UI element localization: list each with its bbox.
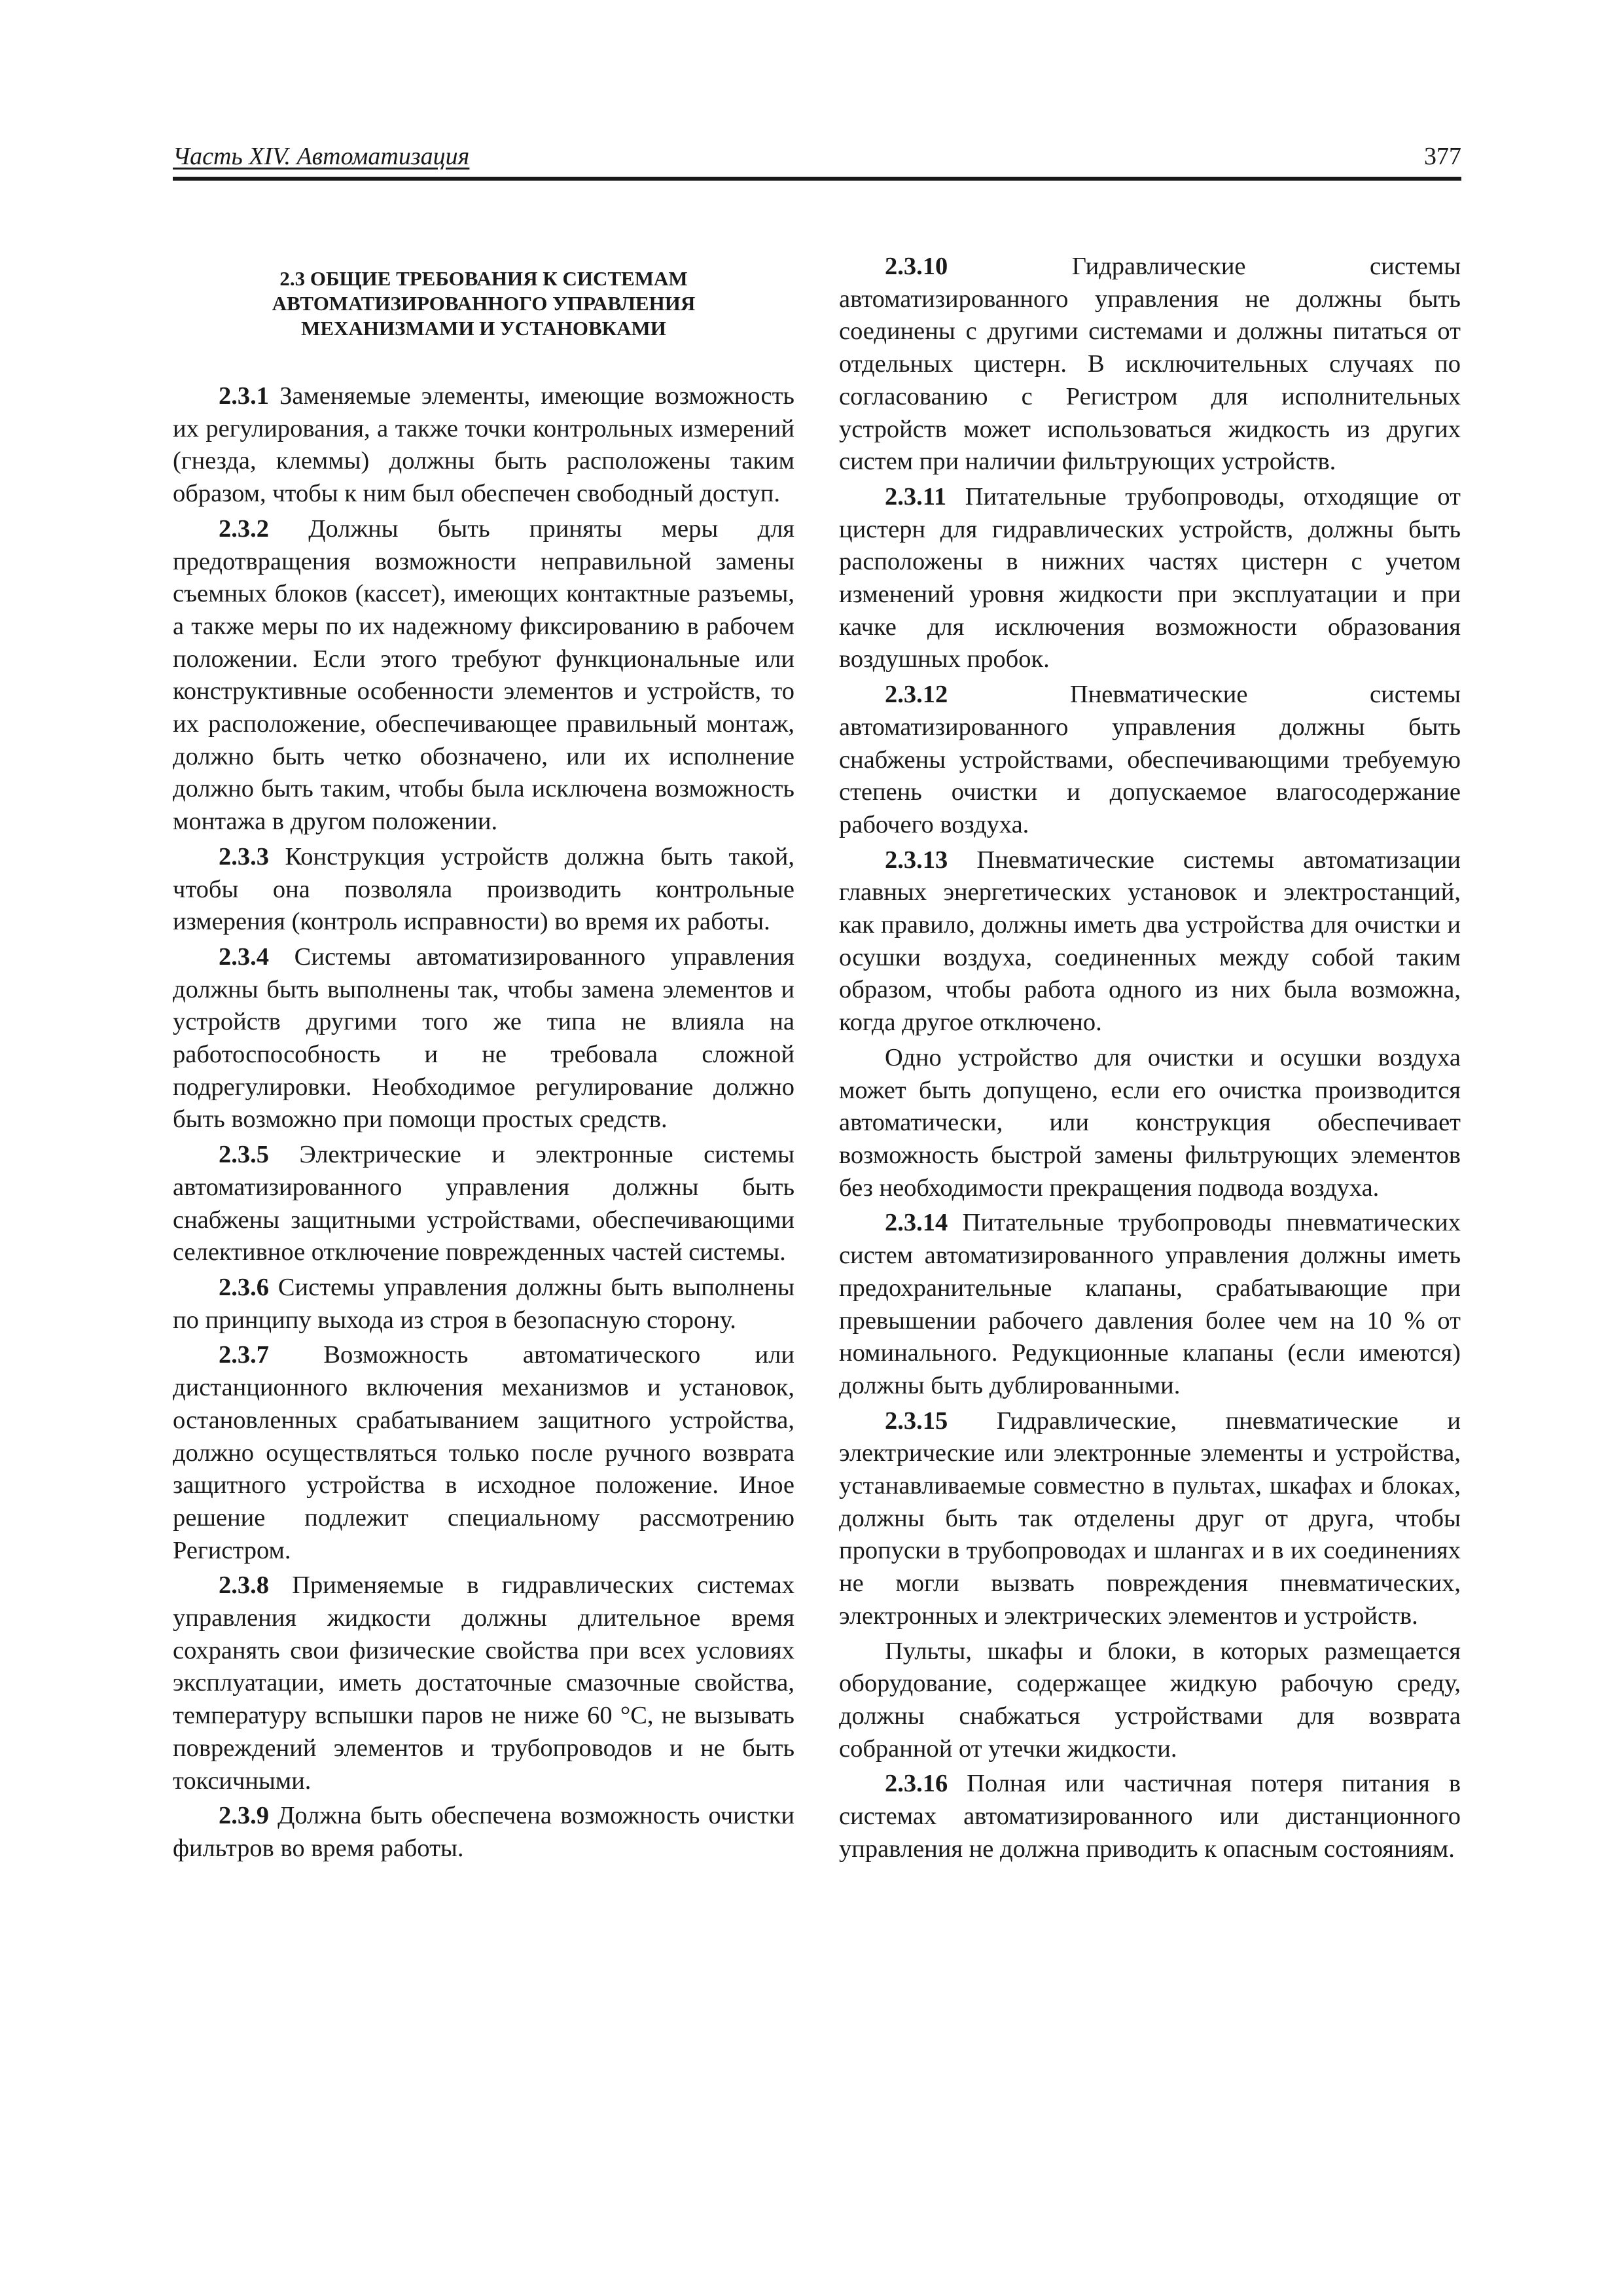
running-header [173, 140, 1461, 181]
header-title: Часть XIV. Автоматизация [173, 143, 470, 170]
clause-text: Полная или частичная потеря питания в системах автоматизированного или дистанционного управления не должна приводить к опасным состояниям. [839, 1770, 1461, 1863]
clause-text: Системы управления должны быть выполнены по принципу выхода из строя в безопасную сторону. [173, 1273, 794, 1334]
clause-text: Заменяемые элементы, имеющие возможность их регулирования, а также точки контрольных измерений (гнезда, клеммы) должны быть расположены таким образом, чтобы к ним был обеспечен свободный доступ. [173, 382, 794, 508]
clause-text: Должна быть обеспечена возможность очистки фильтров во время работы. [173, 1802, 794, 1862]
clause-number: 2.3.8 [219, 1571, 269, 1600]
clause-number: 2.3.16 [885, 1770, 948, 1798]
paragraph-2-3-12 [839, 679, 1461, 842]
paragraph-2-3-15-cont [839, 1636, 1461, 1766]
clause-text: Пневматические системы автоматизированного управления должны быть снабжены устройствами, обеспечивающими требуемую степень очистки и допускаемое влагосодержание рабочего воздуха. [839, 681, 1461, 838]
paragraph-2-3-3 [173, 841, 794, 939]
paragraph-2-3-16 [839, 1768, 1461, 1865]
paragraph-2-3-5 [173, 1139, 794, 1269]
paragraph-2-3-10 [839, 251, 1461, 478]
clause-text: Применяемые в гидравлических системах управления жидкости должны длительное время сохранять свои физические свойства при всех условиях эксплуатации, иметь достаточные смазочные свойства, температуру вспышки паров не ниже 60 °C, не вызывать повреждений элементов и трубопроводов и не быть токсичными. [173, 1571, 794, 1795]
paragraph-2-3-13 [839, 844, 1461, 1039]
clause-number: 2.3.11 [885, 482, 947, 511]
paragraph-2-3-2 [173, 513, 794, 838]
paragraph-2-3-8 [173, 1570, 794, 1797]
paragraph-2-3-9 [173, 1800, 794, 1865]
header-rule [173, 177, 1461, 181]
clause-text: Питательные трубопроводы, отходящие от цистерн для гидравлических устройств, должны быть расположены в нижних частях цистерн с учетом изменений уровня жидкости при эксплуатации и при качке для исключения возможности образования воздушных пробок. [839, 482, 1461, 673]
paragraph-2-3-11 [839, 481, 1461, 676]
clause-text: Одно устройство для очистки и осушки воздуха может быть допущено, если его очистка производится автоматически, или конструкция обеспечивает возможность быстрой замены фильтрующих элементов без необходимости прекращения подвода воздуха. [839, 1043, 1461, 1202]
clause-text: Системы автоматизированного управления должны быть выполнены так, чтобы замена элементов и устройств другими того же типа не влияла на работоспособность и не требовала сложной подрегулировки. Необходимое регулирование должно быть возможно при помощи простых средств. [173, 942, 794, 1134]
clause-number: 2.3.3 [219, 842, 269, 870]
clause-number: 2.3.6 [219, 1273, 269, 1301]
clause-number: 2.3.9 [219, 1802, 269, 1830]
paragraph-2-3-4 [173, 941, 794, 1136]
left-column [173, 251, 794, 1868]
paragraph-2-3-1 [173, 380, 794, 511]
paragraph-2-3-6 [173, 1272, 794, 1336]
clause-number: 2.3.10 [885, 253, 948, 280]
clause-number: 2.3.14 [885, 1209, 948, 1237]
paragraph-2-3-14 [839, 1207, 1461, 1402]
clause-text: Электрические и электронные системы автоматизированного управления должны быть снабжены защитными устройствами, обеспечивающими селективное отключение поврежденных частей системы. [173, 1141, 794, 1266]
clause-text: Конструкция устройств должна быть такой, чтобы она позволяла производить контрольные измерения (контроль исправности) во время их работы. [173, 842, 794, 936]
clause-text: Пневматические системы автоматизации главных энергетических установок и электростанций, как правило, должны иметь два устройства для очистки и осушки воздуха, соединенных между собой таким образом, чтобы работа одного из них была возможна, когда другое отключено. [839, 846, 1461, 1037]
clause-number: 2.3.7 [219, 1341, 269, 1369]
clause-number: 2.3.15 [885, 1407, 948, 1435]
clause-text: Питательные трубопроводы пневматических систем автоматизированного управления должны иметь предохранительные клапаны, срабатывающие при превышении рабочего давления более чем на 10 % от номинального. Редукционные клапаны (если имеются) должны быть дублированными. [839, 1209, 1461, 1399]
paragraph-2-3-7 [173, 1339, 794, 1567]
clause-number: 2.3.2 [219, 514, 269, 543]
paragraph-2-3-15 [839, 1405, 1461, 1633]
clause-number: 2.3.4 [219, 942, 269, 971]
clause-number: 2.3.12 [885, 681, 948, 709]
clause-text: Гидравлические, пневматические и электрические или электронные элементы и устройства, устанавливаемые совместно в пультах, шкафах и блоках, должны быть так отделены друг от друга, чтобы пропуски в трубопроводах и шлангах и в их соединениях не могли вызвать повреждения пневматических, электронных и электрических элементов и устройств. [839, 1407, 1461, 1630]
clause-text: Возможность автоматического или дистанционного включения механизмов и установок, остановленных срабатыванием защитного устройства, должно осуществляться только после ручного возврата защитного устройства в исходное положение. Иное решение подлежит специальному рассмотрению Регистром. [173, 1341, 794, 1564]
clause-text: Пульты, шкафы и блоки, в которых размещается оборудование, содержащее жидкую рабочую среду, должны снабжаться устройствами для возврата собранной от утечки жидкости. [839, 1637, 1461, 1763]
clause-number: 2.3.5 [219, 1141, 269, 1169]
clause-text: Гидравлические системы автоматизированного управления не должны быть соединены с другими системами и должны питаться от отдельных цистерн. В исключительных случаях по согласованию с Регистром для исполнительных устройств может использоваться жидкость из других систем при наличии фильтрующих устройств. [839, 253, 1461, 476]
clause-number: 2.3.13 [885, 846, 948, 874]
page-number: 377 [1424, 143, 1461, 170]
right-column [839, 251, 1461, 1868]
clause-text: Должны быть приняты меры для предотвращения возможности неправильной замены съемных блоков (кассет), имеющих контактные разъемы, а также меры по их надежному фиксированию в рабочем положении. Если этого требуют функциональные или конструктивные особенности элементов и устройств, то их расположение, обеспечивающее правильный монтаж, должно быть четко обозначено, или их исполнение должно быть таким, чтобы была исключена возможность монтажа в другом положении. [173, 514, 794, 836]
clause-number: 2.3.1 [219, 382, 269, 410]
section-title: 2.3 ОБЩИЕ ТРЕБОВАНИЯ К СИСТЕМАМ АВТОМАТИЗИРОВАННОГО УПРАВЛЕНИЯ МЕХАНИЗМАМИ И УСТАНОВКАМИ [272, 267, 696, 340]
paragraph-2-3-13-cont [839, 1042, 1461, 1205]
